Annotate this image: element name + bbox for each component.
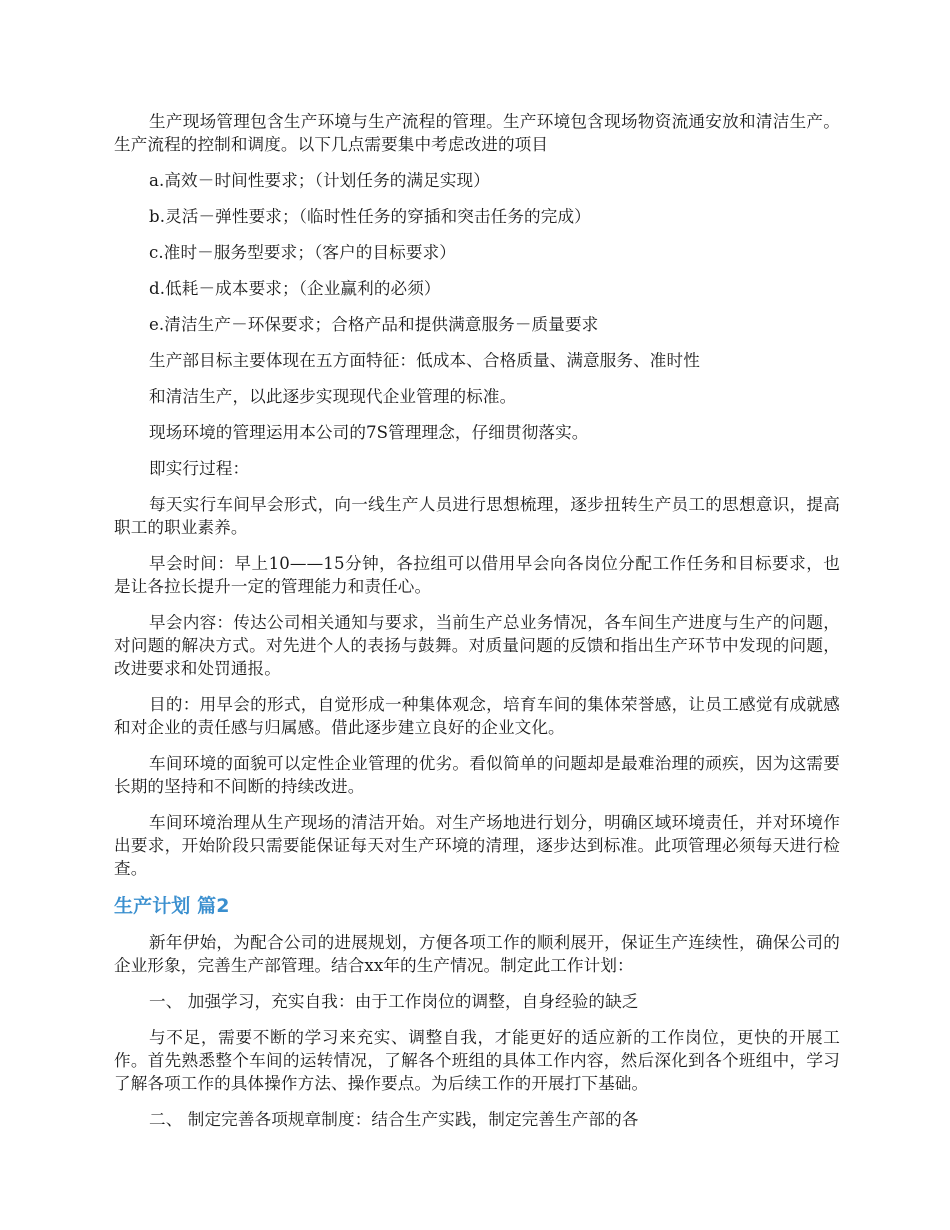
paragraph: 即实行过程： (149, 459, 250, 478)
paragraph: 目的：用早会的形式，自觉形成一种集体观念，培育车间的集体荣誉感，让员工感觉有成就感和对企业的责任感与归属感。借此逐步建立良好的企业文化。 (114, 695, 840, 737)
list-item-a: a.高效－时间性要求；（计划任务的满足实现） (149, 171, 490, 190)
paragraph: 现场环境的管理运用本公司的7S管理理念，仔细贯彻落实。 (149, 423, 589, 442)
paragraph: 二、 制定完善各项规章制度：结合生产实践，制定完善生产部的各 (149, 1110, 639, 1129)
paragraph: 与不足，需要不断的学习来充实、调整自我，才能更好的适应新的工作岗位，更快的开展工作。首先熟悉整个车间的运转情况，了解各个班组的具体工作内容，然后深化到各个班组中，学习了解各项工作的具体操作方法、操作要点。为后续工作的开展打下基础。 (114, 1028, 840, 1093)
paragraph: 生产现场管理包含生产环境与生产流程的管理。生产环境包含现场物资流通安放和清洁生产。生产流程的控制和调度。以下几点需要集中考虑改进的项目 (114, 112, 840, 154)
paragraph: 车间环境治理从生产现场的清洁开始。对生产场地进行划分，明确区域环境责任，并对环境作出要求，开始阶段只需要能保证每天对生产环境的清理，逐步达到标准。此项管理必须每天进行检查。 (114, 813, 840, 878)
paragraph: 一、 加强学习，充实自我：由于工作岗位的调整，自身经验的缺乏 (149, 992, 639, 1011)
list-item-c: c.准时－服务型要求；（客户的目标要求） (149, 243, 456, 262)
list-item-d: d.低耗－成本要求；（企业赢利的必须） (149, 279, 441, 298)
paragraph: 生产部目标主要体现在五方面特征：低成本、合格质量、满意服务、准时性 (149, 351, 700, 370)
paragraph: 早会时间：早上10——15分钟，各拉组可以借用早会向各岗位分配工作任务和目标要求，也是让各拉长提升一定的管理能力和责任心。 (114, 554, 840, 596)
section-heading: 生产计划 篇2 (114, 895, 230, 917)
paragraph: 早会内容：传达公司相关通知与要求，当前生产总业务情况，各车间生产进度与生产的问题，对问题的解决方式。对先进个人的表扬与鼓舞。对质量问题的反馈和指出生产环节中发现的问题，改进要求和处罚通报。 (114, 613, 840, 678)
list-item-b: b.灵活－弹性要求；（临时性任务的穿插和突击任务的完成） (149, 207, 591, 226)
list-item-e: e.清洁生产－环保要求；合格产品和提供满意服务－质量要求 (149, 315, 599, 334)
paragraph: 新年伊始，为配合公司的进展规划，方便各项工作的顺利展开，保证生产连续性，确保公司的企业形象，完善生产部管理。结合xx年的生产情况。制定此工作计划： (114, 933, 840, 975)
paragraph: 和清洁生产，以此逐步实现现代企业管理的标准。 (149, 387, 517, 406)
paragraph: 车间环境的面貌可以定性企业管理的优劣。看似简单的问题却是最难治理的顽疾，因为这需要长期的坚持和不间断的持续改进。 (114, 754, 840, 796)
document-body (114, 110, 840, 1144)
paragraph: 每天实行车间早会形式，向一线生产人员进行思想梳理，逐步扭转生产员工的思想意识，提高职工的职业素养。 (114, 495, 840, 537)
